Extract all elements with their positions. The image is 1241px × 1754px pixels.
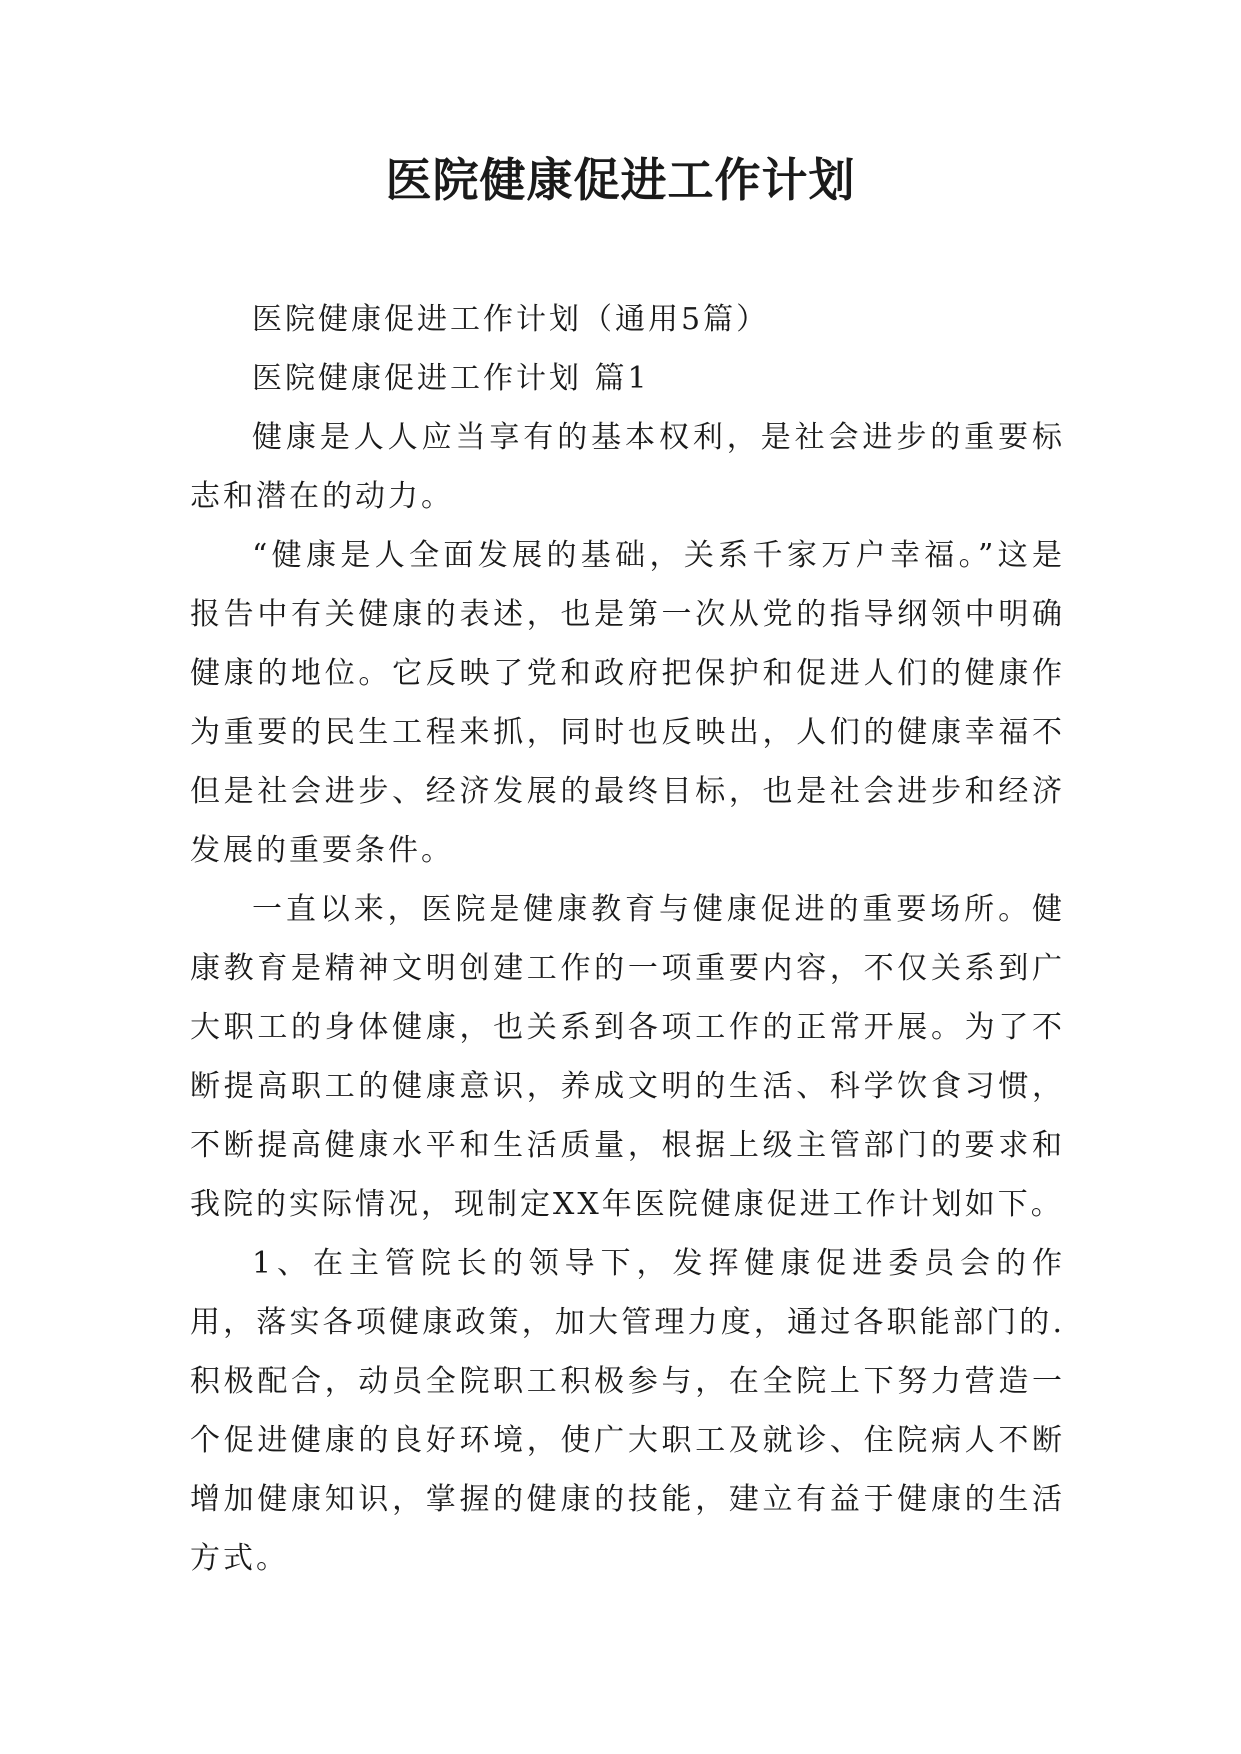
section-heading: 医院健康促进工作计划 篇1 [252,361,650,396]
body-paragraph: 一直以来，医院是健康教育与健康促进的重要场所。健康教育是精神文明创建工作的一项重要内容，不仅关系到广大职工的身体健康，也关系到各项工作的正常开展。为了不断提高职工的健康意识，养成文明的生活、科学饮食习惯，不断提高健康水平和生活质量，根据上级主管部门的要求和我院的实际情况，现制定XX年医院健康促进工作计划如下。 [190,892,1065,1222]
body-paragraph: 健康是人人应当享有的基本权利，是社会进步的重要标志和潜在的动力。 [190,420,1065,514]
body-paragraph: 1、在主管院长的领导下，发挥健康促进委员会的作用，落实各项健康政策，加大管理力度，通过各职能部门的.积极配合，动员全院职工积极参与，在全院上下努力营造一个促进健康的良好环境，使广大职工及就诊、住院病人不断增加健康知识，掌握的健康的技能，建立有益于健康的生活方式。 [190,1246,1065,1576]
document-body [190,290,1065,1588]
subtitle-paragraph: 医院健康促进工作计划（通用5篇） [252,302,770,337]
document-title: 医院健康促进工作计划 [385,153,856,207]
body-paragraph: “健康是人全面发展的基础，关系千家万户幸福。”这是报告中有关健康的表述，也是第一次从党的指导纲领中明确健康的地位。它反映了党和政府把保护和促进人们的健康作为重要的民生工程来抓，同时也反映出，人们的健康幸福不但是社会进步、经济发展的最终目标，也是社会进步和经济发展的重要条件。 [190,538,1065,868]
